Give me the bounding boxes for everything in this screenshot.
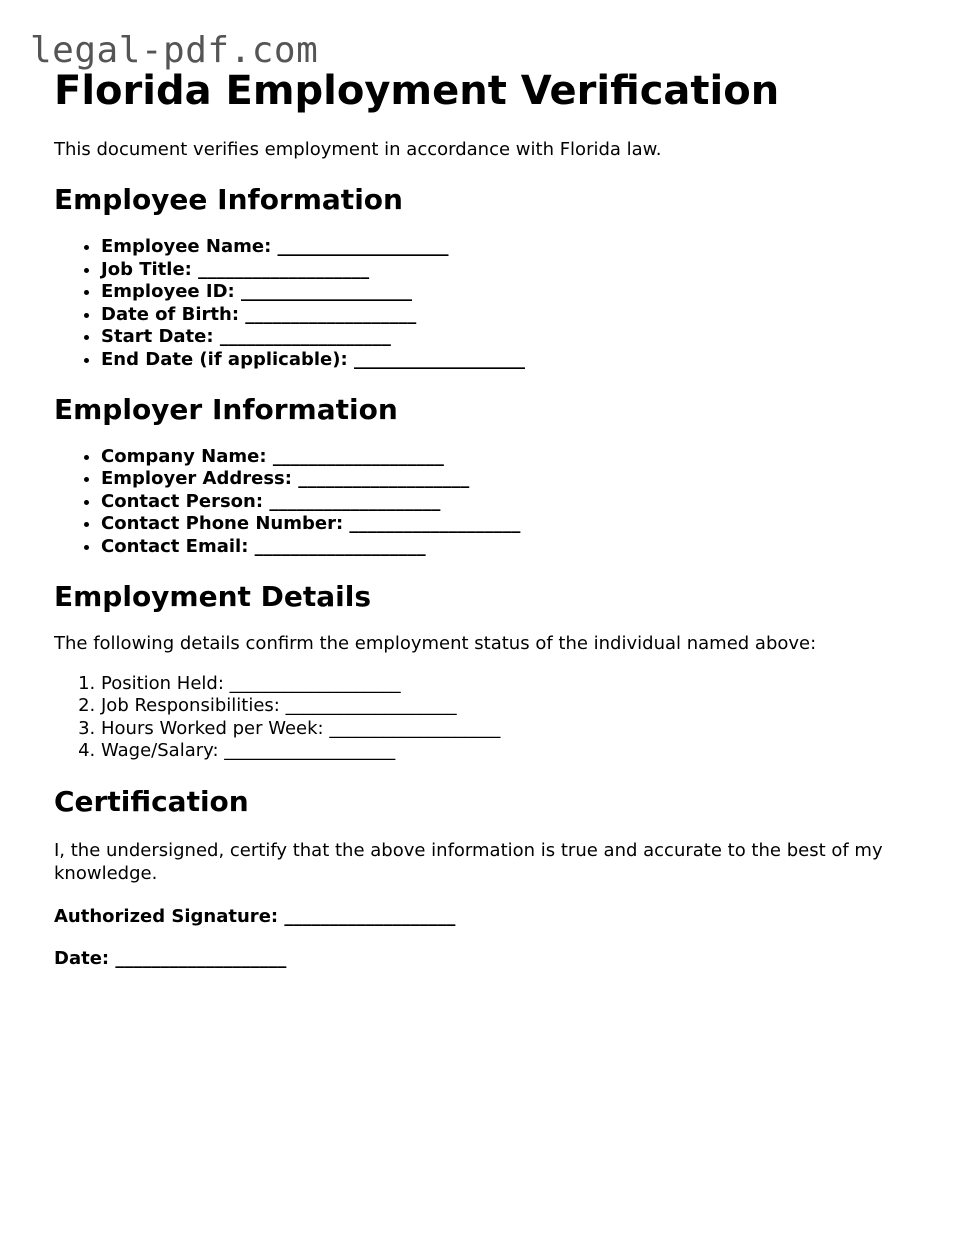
end-date-field: • End Date (if applicable): ___________________ xyxy=(101,349,914,372)
employee-field-list xyxy=(54,236,914,372)
document-page xyxy=(54,68,914,971)
certification-statement: I, the undersigned, certify that the above information is true and accurate to the best of my knowledge. xyxy=(54,839,883,884)
start-date-field: • Start Date: ___________________ xyxy=(101,326,914,349)
job-responsibilities-field: 2. Job Responsibilities: ___________________ xyxy=(101,695,914,718)
employee-id-field: • Employee ID: ___________________ xyxy=(101,281,914,304)
company-name-field: • Company Name: ___________________ xyxy=(101,446,914,469)
employment-details-heading: Employment Details xyxy=(54,579,372,613)
employer-field-list xyxy=(54,446,914,559)
certification-section xyxy=(54,785,914,971)
watermark: legal-pdf.com xyxy=(30,30,319,71)
employer-information-section xyxy=(54,393,914,559)
contact-phone-field: • Contact Phone Number: ___________________ xyxy=(101,513,914,536)
employee-name-field: • Employee Name: ___________________ xyxy=(101,236,914,259)
date-of-birth-field: • Date of Birth: ___________________ xyxy=(101,304,914,327)
document-intro: This document verifies employment in accordance with Florida law. xyxy=(54,139,662,160)
employment-details-list xyxy=(54,673,914,763)
job-title-field: • Job Title: ___________________ xyxy=(101,259,914,282)
authorized-signature-field: Authorized Signature: ___________________ xyxy=(54,905,456,927)
certification-heading: Certification xyxy=(54,784,249,818)
employee-information-heading: Employee Information xyxy=(54,183,403,216)
employee-information-section xyxy=(54,183,914,372)
employer-information-heading: Employer Information xyxy=(54,392,398,426)
contact-email-field: • Contact Email: ___________________ xyxy=(101,536,914,559)
employment-details-intro: The following details confirm the employment status of the individual named above: xyxy=(54,632,817,654)
hours-worked-field: 3. Hours Worked per Week: ___________________ xyxy=(101,718,914,741)
position-held-field: 1. Position Held: ___________________ xyxy=(101,673,914,696)
contact-person-field: • Contact Person: ___________________ xyxy=(101,491,914,514)
wage-salary-field: 4. Wage/Salary: ___________________ xyxy=(101,740,914,763)
employer-address-field: • Employer Address: ___________________ xyxy=(101,468,914,491)
document-title: Florida Employment Verification xyxy=(54,68,780,114)
certification-date-field: Date: ___________________ xyxy=(54,947,287,969)
employment-details-section xyxy=(54,580,914,763)
